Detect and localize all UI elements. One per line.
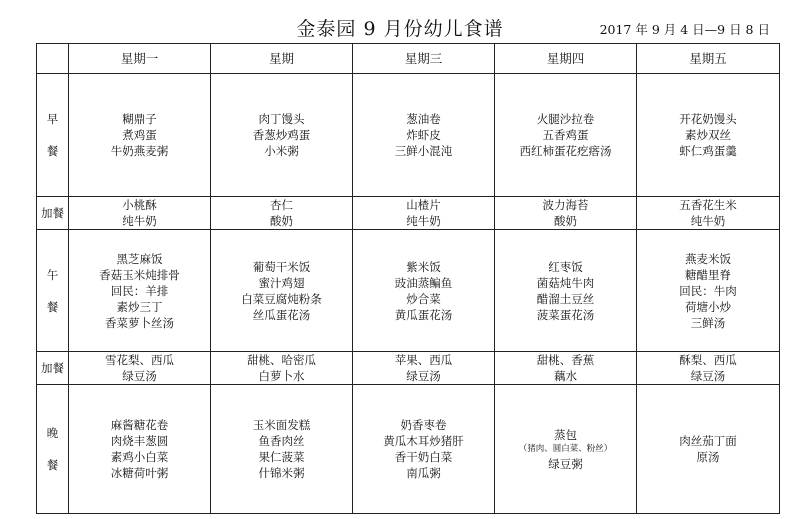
meal-label bbox=[37, 352, 69, 385]
menu-cell bbox=[495, 197, 637, 230]
day-header: 星期四 bbox=[495, 44, 637, 74]
dish-item: 火腿沙拉卷 bbox=[536, 112, 595, 126]
day-header: 星期五 bbox=[637, 44, 780, 74]
dish-item: 杏仁 bbox=[270, 198, 293, 212]
corner-cell bbox=[37, 44, 69, 74]
meal-label bbox=[37, 230, 69, 352]
dish-item: 菠菜蛋花汤 bbox=[536, 307, 595, 322]
dish-item: 豉油蒸鳊鱼 bbox=[394, 275, 453, 290]
dish-item: 燕麦米饭 bbox=[685, 251, 731, 266]
menu-cell bbox=[211, 385, 353, 514]
menu-cell bbox=[495, 352, 637, 385]
dish-item: 绿豆汤 bbox=[122, 369, 157, 383]
dish-item: 开花奶馒头 bbox=[679, 112, 737, 126]
menu-cell bbox=[211, 230, 353, 352]
dish-item: 肉丝茄丁面 bbox=[679, 434, 737, 448]
day-header: 星期三 bbox=[353, 44, 495, 74]
menu-cell bbox=[353, 74, 495, 197]
dish-item: 葱油卷 bbox=[406, 112, 441, 126]
dish-item: 雪花梨、西瓜 bbox=[105, 353, 174, 367]
menu-cell bbox=[495, 385, 637, 514]
dish-item: 波力海苔 bbox=[542, 198, 589, 212]
meal-label bbox=[37, 74, 69, 197]
dish-item: 醋溜土豆丝 bbox=[536, 291, 595, 306]
meal-label-top: 午 bbox=[46, 267, 59, 282]
menu-cell bbox=[353, 385, 495, 514]
meal-label-bottom: 餐 bbox=[46, 144, 59, 158]
meal-label bbox=[37, 197, 69, 230]
table-row bbox=[37, 352, 780, 385]
dish-item: 回民：羊排 bbox=[110, 283, 169, 298]
dish-item: 回民：牛肉 bbox=[679, 283, 737, 298]
dish-item: 糊鼎子 bbox=[122, 112, 157, 126]
dish-item: 小米粥 bbox=[264, 144, 299, 158]
meal-label-bottom: 餐 bbox=[46, 299, 59, 314]
menu-cell bbox=[69, 197, 211, 230]
dish-item: 白萝卜水 bbox=[258, 369, 305, 383]
dish-item: 炒合菜 bbox=[406, 291, 441, 306]
dish-item: 素鸡小白菜 bbox=[110, 450, 169, 464]
dish-item: 绿豆粥 bbox=[548, 456, 583, 471]
dish-item: 肉烧丰葱圆 bbox=[110, 434, 169, 448]
menu-cell bbox=[211, 197, 353, 230]
menu-cell bbox=[69, 74, 211, 197]
dish-item: 纯牛奶 bbox=[406, 214, 441, 228]
dish-item: 三鲜汤 bbox=[690, 315, 726, 330]
menu-cell bbox=[69, 230, 211, 352]
meal-label-top: 早 bbox=[46, 112, 59, 126]
menu-cell bbox=[637, 74, 780, 197]
dish-item: 山楂片 bbox=[406, 198, 441, 212]
dish-item: 原汤 bbox=[696, 450, 720, 464]
dish-item: 西红柿蛋花疙瘩汤 bbox=[519, 144, 612, 158]
dish-item: 玉米面发糕 bbox=[252, 418, 311, 432]
dish-item: 绿豆汤 bbox=[690, 369, 726, 383]
dish-note: （猪肉、圆白菜、粉丝） bbox=[518, 443, 613, 454]
dish-item: 香菇玉米炖排骨 bbox=[99, 267, 180, 282]
menu-cell bbox=[637, 197, 780, 230]
dish-item: 纯牛奶 bbox=[122, 214, 157, 228]
dish-item: 奶香枣卷 bbox=[400, 418, 447, 432]
dish-item: 酥梨、西瓜 bbox=[679, 353, 737, 367]
dish-item: 小桃酥 bbox=[122, 198, 157, 212]
dish-item: 三鲜小混沌 bbox=[394, 144, 453, 158]
dish-item: 纯牛奶 bbox=[690, 214, 726, 228]
menu-cell bbox=[211, 352, 353, 385]
menu-cell bbox=[495, 74, 637, 197]
menu-cell bbox=[211, 74, 353, 197]
menu-cell bbox=[353, 352, 495, 385]
menu-table bbox=[36, 43, 780, 514]
dish-item: 五香花生米 bbox=[679, 198, 737, 212]
menu-cell bbox=[69, 385, 211, 514]
dish-item: 黑芝麻饭 bbox=[116, 251, 163, 266]
dish-item: 煮鸡蛋 bbox=[122, 128, 157, 142]
dish-item: 荷塘小炒 bbox=[685, 299, 731, 314]
dish-item: 苹果、西瓜 bbox=[394, 353, 453, 367]
dish-item: 香葱炒鸡蛋 bbox=[252, 128, 311, 142]
dish-item: 什锦米粥 bbox=[258, 466, 305, 480]
dish-item: 香菜萝卜丝汤 bbox=[105, 315, 174, 330]
meal-label bbox=[37, 385, 69, 514]
dish-item: 冰糖荷叶粥 bbox=[110, 466, 169, 480]
dish-item: 糖醋里脊 bbox=[685, 267, 731, 282]
dish-item: 菌菇炖牛肉 bbox=[536, 275, 595, 290]
dish-item: 甜桃、香蕉 bbox=[536, 353, 595, 367]
day-header: 星期一 bbox=[69, 44, 211, 74]
dish-item: 黄瓜木耳炒猪肝 bbox=[383, 434, 464, 448]
header-row bbox=[37, 44, 780, 74]
day-header: 星期 bbox=[211, 44, 353, 74]
dish-item: 酸奶 bbox=[270, 214, 293, 228]
menu-cell bbox=[353, 230, 495, 352]
meal-label-top: 加餐 bbox=[41, 206, 64, 220]
dish-item: 素炒三丁 bbox=[116, 299, 163, 314]
table-row bbox=[37, 230, 780, 352]
menu-cell bbox=[637, 352, 780, 385]
dish-item: 南瓜粥 bbox=[406, 466, 441, 480]
dish-item: 牛奶燕麦粥 bbox=[110, 144, 169, 158]
dish-item: 紫米饭 bbox=[406, 259, 441, 274]
dish-item: 炸虾皮 bbox=[406, 128, 441, 142]
dish-item: 蜜汁鸡翅 bbox=[258, 275, 305, 290]
dish-item: 素炒双丝 bbox=[685, 128, 731, 142]
dish-item: 红枣饭 bbox=[548, 259, 583, 274]
menu-cell bbox=[495, 230, 637, 352]
dish-item: 虾仁鸡蛋羹 bbox=[679, 144, 737, 158]
dish-item: 白菜豆腐炖粉条 bbox=[241, 291, 322, 306]
dish-item: 甜桃、哈密瓜 bbox=[247, 353, 316, 367]
dish-item: 果仁菠菜 bbox=[258, 450, 305, 464]
date-range: 2017 年 9 月 4 日—9 日 8 日 bbox=[599, 22, 770, 37]
menu-cell bbox=[353, 197, 495, 230]
dish-item: 鱼香肉丝 bbox=[258, 434, 305, 448]
dish-item: 丝瓜蛋花汤 bbox=[252, 307, 311, 322]
dish-item: 蒸包 bbox=[554, 427, 577, 442]
dish-item: 五香鸡蛋 bbox=[542, 128, 589, 142]
table-row bbox=[37, 197, 780, 230]
meal-label-bottom: 餐 bbox=[46, 458, 59, 472]
menu-cell bbox=[637, 230, 780, 352]
dish-item: 藕水 bbox=[554, 369, 577, 383]
menu-cell bbox=[69, 352, 211, 385]
meal-label-top: 晚 bbox=[46, 426, 59, 440]
meal-label-top: 加餐 bbox=[41, 361, 64, 375]
dish-item: 肉丁馒头 bbox=[258, 112, 305, 126]
dish-item: 葡萄干米饭 bbox=[252, 259, 311, 274]
dish-item: 绿豆汤 bbox=[406, 369, 441, 383]
table-row bbox=[37, 74, 780, 197]
dish-item: 黄瓜蛋花汤 bbox=[394, 307, 453, 322]
dish-item: 麻酱糖花卷 bbox=[110, 418, 169, 432]
dish-item: 酸奶 bbox=[554, 214, 577, 228]
dish-item: 香干奶白菜 bbox=[394, 450, 453, 464]
table-row bbox=[37, 385, 780, 514]
page-title: 金泰园 9 月份幼儿食谱 bbox=[296, 18, 504, 40]
menu-cell bbox=[637, 385, 780, 514]
